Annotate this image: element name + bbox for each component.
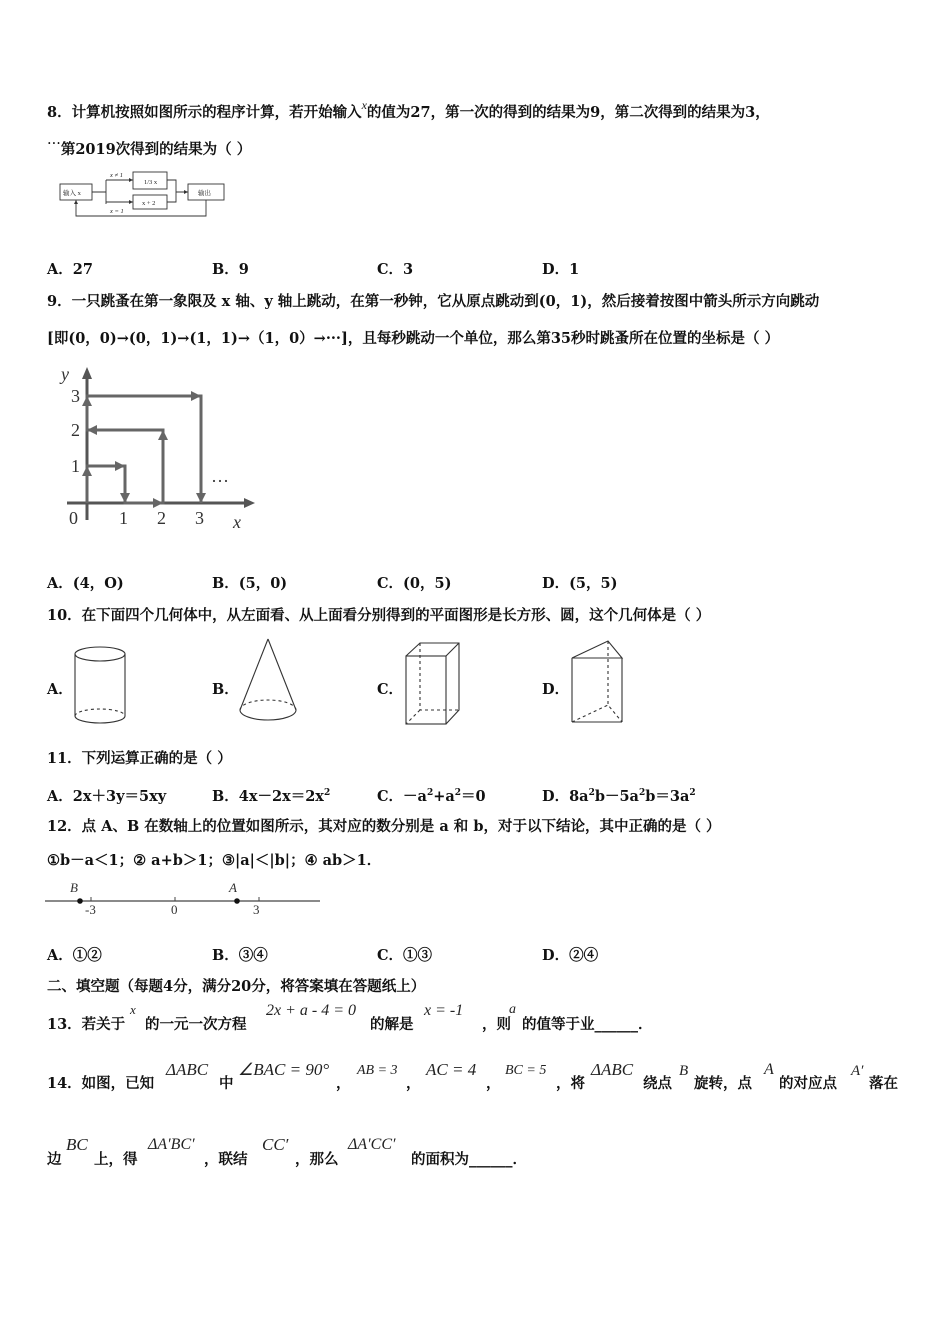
triangular-prism-figure — [568, 638, 628, 728]
q8-option-d[interactable]: D．1 — [542, 261, 580, 278]
y-label: y — [61, 364, 69, 384]
q14-pre: 14．如图，已知 — [47, 1075, 155, 1092]
q14-angle-bac: ∠BAC = 90° — [238, 1060, 330, 1079]
q8-flowchart — [58, 168, 238, 224]
q14-triangle-acc-prime: ΔA′CC′ — [348, 1136, 396, 1153]
x-label: x — [233, 512, 241, 532]
flow-input-label: 输入 x — [63, 190, 81, 197]
q8-line2: ···第2019次得到的结果为（ ） — [47, 136, 252, 158]
q8-option-a[interactable]: A．27 — [47, 261, 93, 278]
q13-mid2: 的解是 — [370, 1016, 414, 1033]
q14-a-prime: A′ — [851, 1063, 864, 1079]
q9-option-d[interactable]: D．(5，5) — [542, 575, 618, 592]
cylinder-figure — [72, 644, 130, 726]
q12-number-line — [45, 880, 325, 920]
q13-mid1: 的一元一次方程 — [145, 1016, 247, 1033]
q14-triangle-abc: ΔABC — [166, 1060, 209, 1079]
flow-loop — [76, 200, 206, 216]
q12-option-c[interactable]: C．①③ — [377, 947, 433, 964]
q9-option-b[interactable]: B．(5，0) — [212, 575, 288, 592]
q14-comma-3: ， — [486, 1075, 501, 1092]
graph-dots: ··· — [211, 471, 229, 491]
q14-point-a: A — [764, 1061, 774, 1078]
q14-duiying: 的对应点 — [779, 1075, 837, 1092]
tick-0: 0 — [171, 902, 178, 917]
q14-shang: 上，得 — [94, 1151, 138, 1168]
q14-raodian: 绕点 — [643, 1075, 672, 1092]
q14-xuanzhuan: 旋转，点 — [694, 1075, 752, 1092]
q12-line1: 12．点 A、B 在数轴上的位置如图所示，其对应的数分别是 a 和 b，对于以下结论，其中正确的是（ ） — [47, 818, 721, 835]
q9-line2: [即(0，0)→(0，1)→(1，1)→（1，0）→···]，且每秒跳动一个单位，那么第35秒时跳蚤所在位置的坐标是（ ） — [47, 330, 780, 347]
q10-option-d[interactable]: D． — [542, 681, 570, 698]
q9-graph — [55, 362, 265, 537]
flow-top-label: 1/3 x — [144, 179, 158, 186]
q14-jiang: ，将 — [556, 1075, 585, 1092]
x-tick-3: 3 — [195, 508, 204, 528]
q9-option-a[interactable]: A．(4，O) — [47, 575, 124, 592]
x-axis-arrow — [244, 498, 255, 508]
q11-option-d[interactable]: D．$8a^2b-5a^2b=3a^2$ — [542, 788, 696, 805]
q12-option-d[interactable]: D．②④ — [542, 947, 599, 964]
q11-line1: 11．下列运算正确的是（ ） — [47, 750, 232, 767]
y-tick-3: 3 — [71, 386, 80, 406]
flow-output-label: 输出 — [198, 190, 211, 197]
q14-bian: 边 — [47, 1151, 62, 1168]
q8-line1: 8．计算机按照如图所示的程序计算，若开始输入$^x$的值为27，第一次的得到的结果为9，第二次得到的结果为3， — [47, 98, 770, 121]
tick-minus-3: -3 — [85, 902, 96, 917]
q12-option-b[interactable]: B．③④ — [212, 947, 268, 964]
tick-3: 3 — [253, 902, 260, 917]
q14-comma-2: ， — [406, 1075, 421, 1092]
q14-cc-prime: CC′ — [262, 1135, 289, 1154]
q11-option-b[interactable]: B．$4x-2x=2x^2$ — [212, 788, 331, 805]
q14-bc: BC = 5 — [505, 1063, 547, 1078]
q14-point-b: B — [679, 1063, 689, 1079]
q13-mid3: ，则 — [482, 1016, 511, 1033]
q14-luozai: 落在 — [869, 1075, 898, 1092]
q12-option-a[interactable]: A．①② — [47, 947, 102, 964]
q10-option-a[interactable]: A． — [47, 681, 73, 698]
q13-pre: 13．若关于 — [47, 1016, 126, 1033]
rectangular-prism-figure — [403, 640, 463, 728]
q14-post: 的面积为______． — [411, 1151, 527, 1168]
q14-namo: ，那么 — [295, 1151, 339, 1168]
point-b — [77, 898, 83, 904]
q14-triangle-abc-2: ΔABC — [591, 1060, 634, 1079]
section-2-heading: 二、填空题（每题4分，满分20分，将答案填在答题纸上） — [47, 978, 426, 995]
label-b: B — [70, 880, 78, 895]
q14-lianjie: ，联结 — [204, 1151, 248, 1168]
q10-option-c[interactable]: C． — [377, 681, 404, 698]
flow-bottom-label: x + 2 — [142, 200, 156, 207]
flow-cond-bottom: x = 1 — [110, 208, 124, 215]
q14-ab: AB = 3 — [357, 1063, 398, 1078]
x-tick-1: 1 — [119, 508, 128, 528]
q10-line1: 10．在下面四个几何体中，从左面看、从上面看分别得到的平面图形是长方形、圆，这个几何体是（ ） — [47, 607, 711, 624]
q11-option-a[interactable]: A．2x＋3y＝5xy — [47, 788, 167, 805]
q14-zhong: 中 — [219, 1075, 234, 1092]
origin-label: 0 — [69, 508, 78, 528]
y-tick-2: 2 — [71, 420, 80, 440]
q13-var-a: a — [509, 1002, 516, 1017]
label-a: A — [229, 880, 237, 895]
q14-bc-2: BC — [66, 1135, 88, 1154]
q11-option-c[interactable]: C．$-a^2+a^2=0$ — [377, 788, 486, 805]
y-axis-arrow — [82, 367, 92, 379]
q9-line1: 9．一只跳蚤在第一象限及 x 轴、y 轴上跳动，在第一秒钟，它从原点跳动到(0，1)，然后接着按图中箭头所示方向跳动 — [47, 293, 820, 310]
cone-figure — [236, 636, 302, 726]
q13-equation: 2x + a - 4 = 0 — [266, 1002, 357, 1019]
q12-line2: ①b－a＜1；② a+b＞1；③|a|＜|b|；④ ab＞1． — [47, 852, 382, 869]
q8-option-c[interactable]: C．3 — [377, 261, 414, 278]
x-tick-2: 2 — [157, 508, 166, 528]
q14-comma-1: ， — [336, 1075, 351, 1092]
flow-cond-top: x ≠ 1 — [110, 172, 123, 179]
jump-path — [87, 396, 201, 503]
q10-option-b[interactable]: B． — [212, 681, 239, 698]
q14-ac: AC = 4 — [426, 1060, 477, 1079]
q13-solution: x = -1 — [424, 1002, 464, 1019]
point-a — [234, 898, 240, 904]
y-tick-1: 1 — [71, 456, 80, 476]
q13-var-x: x — [130, 1002, 136, 1017]
q8-option-b[interactable]: B．9 — [212, 261, 249, 278]
q14-triangle-abc-prime: ΔA′BC′ — [148, 1136, 195, 1153]
q13-post: 的值等于业______． — [522, 1016, 653, 1033]
q9-option-c[interactable]: C．(0，5) — [377, 575, 452, 592]
